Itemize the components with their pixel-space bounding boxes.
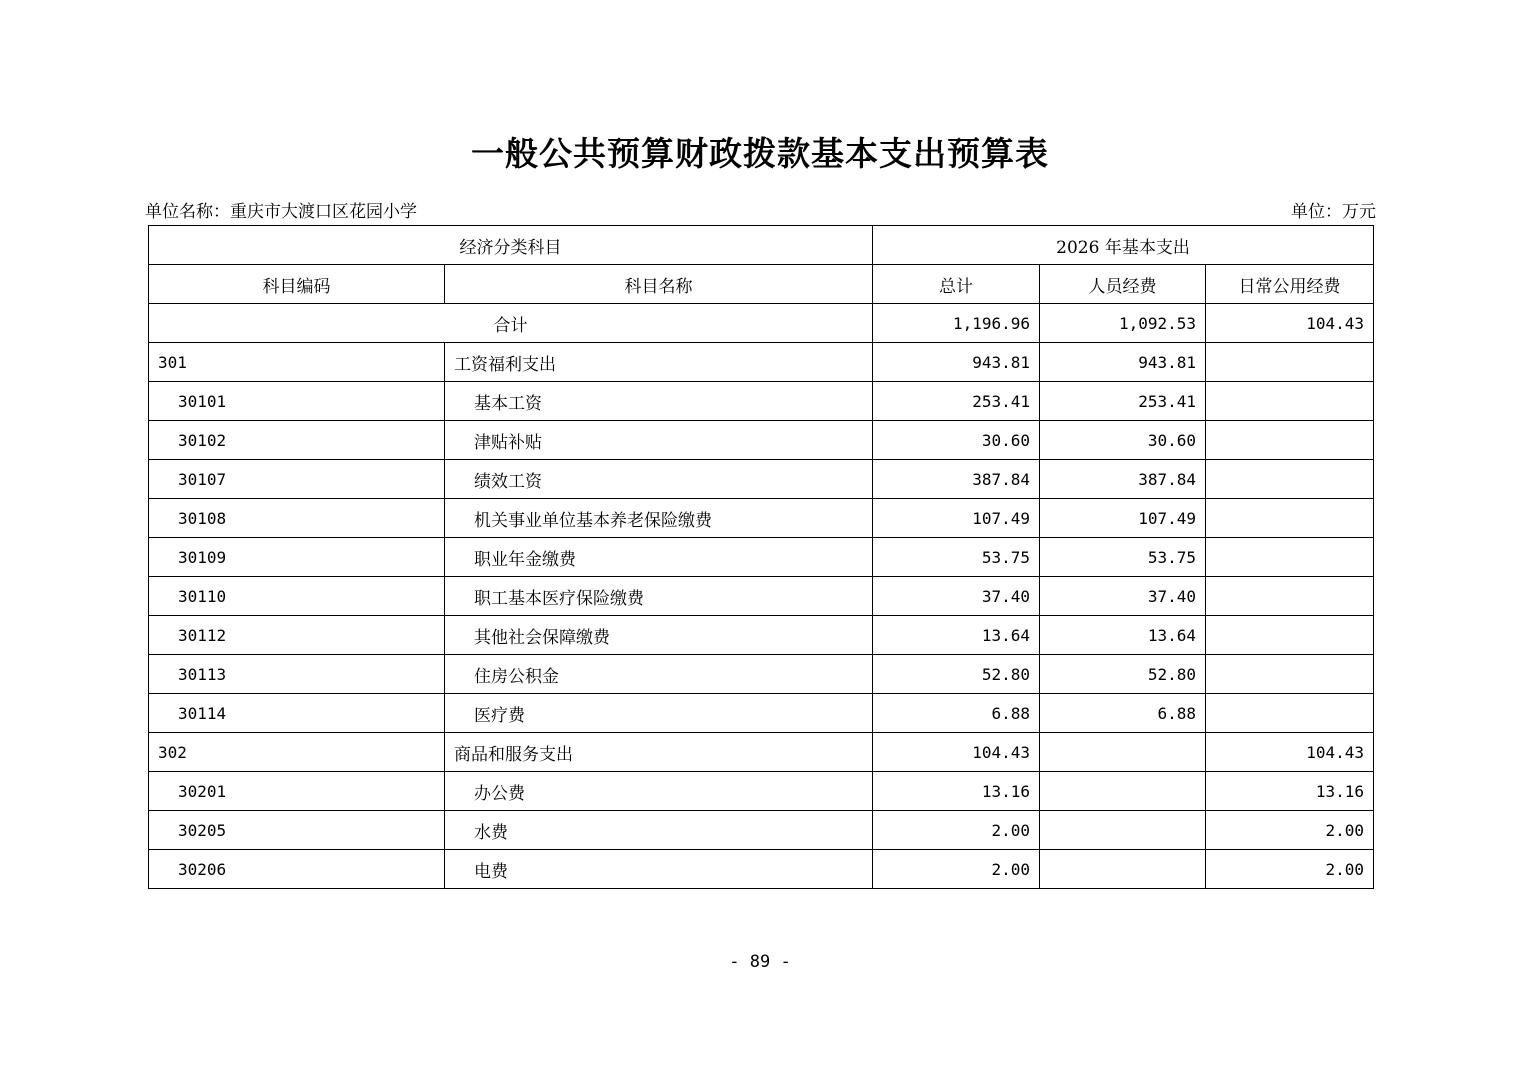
unit-name: 单位名称：重庆市大渡口区花园小学 bbox=[145, 202, 417, 222]
subject-code: 30205 bbox=[149, 811, 445, 850]
public-cell bbox=[1206, 655, 1374, 694]
subject-name: 住房公积金 bbox=[445, 655, 873, 694]
personnel-cell: 13.64 bbox=[1040, 616, 1206, 655]
table-row bbox=[149, 850, 1374, 889]
subject-name: 办公费 bbox=[445, 772, 873, 811]
table-row bbox=[149, 499, 1374, 538]
header-column-row bbox=[149, 265, 1374, 304]
public-cell bbox=[1206, 382, 1374, 421]
subject-code: 301 bbox=[149, 343, 445, 382]
public-cell: 13.16 bbox=[1206, 772, 1374, 811]
personnel-cell: 37.40 bbox=[1040, 577, 1206, 616]
total-public: 104.43 bbox=[1206, 304, 1374, 343]
personnel-cell: 52.80 bbox=[1040, 655, 1206, 694]
subject-code: 30114 bbox=[149, 694, 445, 733]
subject-code: 30110 bbox=[149, 577, 445, 616]
table-row bbox=[149, 694, 1374, 733]
total-cell: 2.00 bbox=[873, 850, 1040, 889]
table-row bbox=[149, 616, 1374, 655]
total-label: 合计 bbox=[149, 304, 873, 343]
public-cell bbox=[1206, 499, 1374, 538]
subject-name: 职工基本医疗保险缴费 bbox=[445, 577, 873, 616]
subject-name: 机关事业单位基本养老保险缴费 bbox=[445, 499, 873, 538]
public-cell: 2.00 bbox=[1206, 811, 1374, 850]
total-cell: 30.60 bbox=[873, 421, 1040, 460]
subject-code: 30112 bbox=[149, 616, 445, 655]
public-cell bbox=[1206, 538, 1374, 577]
subject-code: 30108 bbox=[149, 499, 445, 538]
total-cell: 37.40 bbox=[873, 577, 1040, 616]
subject-name: 工资福利支出 bbox=[445, 343, 873, 382]
table-row bbox=[149, 460, 1374, 499]
personnel-cell bbox=[1040, 811, 1206, 850]
subject-code: 30107 bbox=[149, 460, 445, 499]
table-row bbox=[149, 421, 1374, 460]
total-row bbox=[149, 304, 1374, 343]
subject-code: 30101 bbox=[149, 382, 445, 421]
page-number: - 89 - bbox=[729, 952, 791, 972]
total-cell: 6.88 bbox=[873, 694, 1040, 733]
header-subject-name: 科目名称 bbox=[445, 265, 873, 304]
personnel-cell: 53.75 bbox=[1040, 538, 1206, 577]
subject-name: 津贴补贴 bbox=[445, 421, 873, 460]
subject-code: 30206 bbox=[149, 850, 445, 889]
public-cell bbox=[1206, 421, 1374, 460]
subject-name: 电费 bbox=[445, 850, 873, 889]
public-cell bbox=[1206, 577, 1374, 616]
header-basic-expenditure: 2026 年基本支出 bbox=[873, 226, 1374, 265]
header-personnel-expense: 人员经费 bbox=[1040, 265, 1206, 304]
total-cell: 2.00 bbox=[873, 811, 1040, 850]
total-cell: 104.43 bbox=[873, 733, 1040, 772]
subject-code: 302 bbox=[149, 733, 445, 772]
personnel-cell bbox=[1040, 733, 1206, 772]
budget-table bbox=[148, 225, 1374, 889]
header-public-expense: 日常公用经费 bbox=[1206, 265, 1374, 304]
table-row bbox=[149, 382, 1374, 421]
total-cell: 52.80 bbox=[873, 655, 1040, 694]
total-personnel: 1,092.53 bbox=[1040, 304, 1206, 343]
header-group-row bbox=[149, 226, 1374, 265]
subject-code: 30201 bbox=[149, 772, 445, 811]
subject-name: 职业年金缴费 bbox=[445, 538, 873, 577]
total-cell: 53.75 bbox=[873, 538, 1040, 577]
total-cell: 13.64 bbox=[873, 616, 1040, 655]
table-row bbox=[149, 538, 1374, 577]
subject-code: 30102 bbox=[149, 421, 445, 460]
unit-currency: 单位：万元 bbox=[1291, 202, 1376, 222]
total-amount: 1,196.96 bbox=[873, 304, 1040, 343]
public-cell bbox=[1206, 616, 1374, 655]
personnel-cell: 107.49 bbox=[1040, 499, 1206, 538]
total-cell: 107.49 bbox=[873, 499, 1040, 538]
table-row bbox=[149, 772, 1374, 811]
unit-info-line bbox=[145, 197, 1376, 221]
total-cell: 943.81 bbox=[873, 343, 1040, 382]
public-cell bbox=[1206, 343, 1374, 382]
total-cell: 13.16 bbox=[873, 772, 1040, 811]
subject-code: 30109 bbox=[149, 538, 445, 577]
personnel-cell: 6.88 bbox=[1040, 694, 1206, 733]
table-row bbox=[149, 811, 1374, 850]
public-cell: 2.00 bbox=[1206, 850, 1374, 889]
header-total: 总计 bbox=[873, 265, 1040, 304]
subject-name: 其他社会保障缴费 bbox=[445, 616, 873, 655]
public-cell: 104.43 bbox=[1206, 733, 1374, 772]
personnel-cell: 387.84 bbox=[1040, 460, 1206, 499]
table-row bbox=[149, 343, 1374, 382]
subject-name: 绩效工资 bbox=[445, 460, 873, 499]
total-cell: 253.41 bbox=[873, 382, 1040, 421]
subject-name: 水费 bbox=[445, 811, 873, 850]
page-title: 一般公共预算财政拨款基本支出预算表 bbox=[471, 134, 1049, 173]
table-row bbox=[149, 577, 1374, 616]
subject-name: 医疗费 bbox=[445, 694, 873, 733]
personnel-cell bbox=[1040, 850, 1206, 889]
subject-name: 基本工资 bbox=[445, 382, 873, 421]
personnel-cell: 943.81 bbox=[1040, 343, 1206, 382]
table-row bbox=[149, 655, 1374, 694]
subject-name: 商品和服务支出 bbox=[445, 733, 873, 772]
public-cell bbox=[1206, 694, 1374, 733]
total-cell: 387.84 bbox=[873, 460, 1040, 499]
subject-code: 30113 bbox=[149, 655, 445, 694]
header-subject-code: 科目编码 bbox=[149, 265, 445, 304]
table-row bbox=[149, 733, 1374, 772]
public-cell bbox=[1206, 460, 1374, 499]
personnel-cell bbox=[1040, 772, 1206, 811]
header-economic-classification: 经济分类科目 bbox=[149, 226, 873, 265]
personnel-cell: 253.41 bbox=[1040, 382, 1206, 421]
personnel-cell: 30.60 bbox=[1040, 421, 1206, 460]
